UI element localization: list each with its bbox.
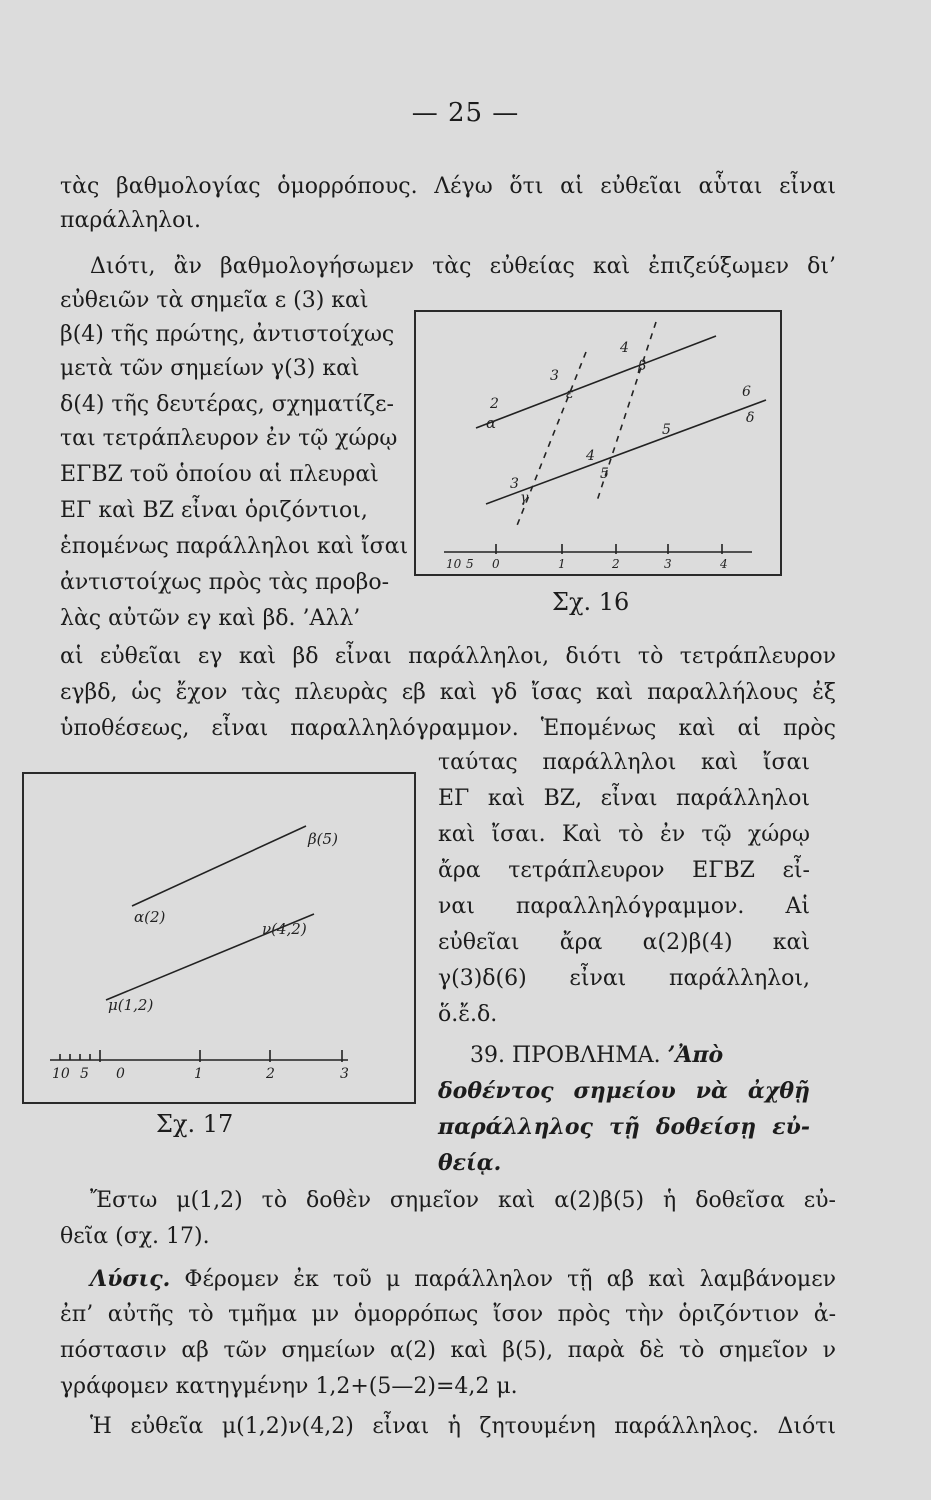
text-line: ὑποθέσεως, εἶναι παραλληλόγραμμον. Ἑπομένως καὶ αἱ πρὸς	[60, 716, 836, 741]
fig16-scale-label: 2	[612, 557, 620, 571]
problem-title: παράλληλος τῇ δοθείσῃ εὐ-	[438, 1114, 810, 1140]
fig16-label: ε	[566, 386, 574, 402]
fig16-label: α	[486, 414, 497, 432]
fig17-scale-label: 3	[340, 1066, 349, 1082]
fig16-scale-label: 10	[446, 557, 462, 571]
fig16-label: 5	[600, 466, 609, 482]
fig16-scale-label: 3	[664, 557, 672, 571]
lower-line	[486, 400, 766, 504]
fig16-label: δ	[746, 410, 755, 426]
text-line: ἄρα τετράπλευρον ΕΓΒΖ εἶ-	[438, 858, 810, 883]
fig16-label: 2	[490, 396, 499, 412]
solution-text: Φέρομεν ἐκ τοῦ μ παράλληλον τῇ αβ καὶ λαμβάνομεν	[184, 1267, 837, 1292]
text-line: ται τετράπλευρον ἐν τῷ χώρῳ	[60, 426, 398, 451]
fig16-label: 4	[620, 340, 629, 356]
line-ab	[132, 826, 306, 906]
figure-16	[414, 310, 782, 576]
text-line: παράλληλοι.	[60, 208, 201, 233]
problem-title: δοθέντος σημείου νὰ ἀχθῇ	[438, 1078, 810, 1104]
fig16-label: 4	[586, 448, 595, 464]
text-line: μετὰ τῶν σημείων γ(3) καὶ	[60, 356, 360, 381]
text-line: λὰς αὐτῶν εγ καὶ βδ. ’Αλλ’	[60, 606, 361, 631]
text-line: ΕΓ καὶ ΒΖ εἶναι ὁριζόντιοι,	[60, 498, 368, 523]
fig16-label: 5	[662, 422, 671, 438]
fig16-scale-label: 0	[492, 557, 500, 571]
fig17-scale-label: 10	[52, 1066, 70, 1082]
page-number: — 25 —	[411, 98, 520, 128]
fig16-label: γ	[520, 490, 529, 506]
text-line: εγβδ, ὡς ἔχον τὰς πλευρὰς εβ καὶ γδ ἴσας καὶ παραλλήλους ἐξ	[60, 680, 836, 705]
figure-17	[22, 772, 416, 1104]
fig16-scale-label: 1	[558, 557, 566, 571]
fig17-label: β(5)	[308, 830, 338, 848]
text-line: Διότι, ἂν βαθμολογήσωμεν τὰς εὐθείας καὶ ἐπιζεύξωμεν δι’	[90, 254, 836, 279]
fig16-label: 3	[550, 368, 559, 384]
fig17-scale-label: 5	[80, 1066, 89, 1082]
figure-16-drawing	[416, 312, 780, 574]
fig16-scale-label: 4	[720, 557, 728, 571]
text-line: ἑπομένως παράλληλοι καὶ ἴσαι	[60, 534, 409, 559]
problem-title: θείᾳ.	[438, 1150, 502, 1176]
text-line: Ἔστω μ(1,2) τὸ δοθὲν σημεῖον καὶ α(2)β(5) ἡ δοθεῖσα εὐ-	[90, 1188, 836, 1213]
text-line: εὐθειῶν τὰ σημεῖα ε (3) καὶ	[60, 288, 369, 313]
fig16-label: β	[638, 358, 647, 374]
fig17-label: ν(4,2)	[262, 920, 307, 938]
fig16-label: 3	[510, 476, 519, 492]
text-line: δ(4) τῆς δευτέρας, σχηματίζε-	[60, 392, 394, 417]
text-line: αἱ εὐθεῖαι εγ καὶ βδ εἶναι παράλληλοι, διότι τὸ τετράπλευρον	[60, 644, 836, 669]
fig17-scale-label: 2	[266, 1066, 275, 1082]
text-line: ΕΓΒΖ τοῦ ὁποίου αἱ πλευραὶ	[60, 462, 379, 487]
fig16-label: 6	[742, 384, 751, 400]
text-line: θεῖα (σχ. 17).	[60, 1224, 210, 1249]
text-line: εὐθεῖαι ἄρα α(2)β(4) καὶ	[438, 930, 810, 955]
solution-label: Λύσις.	[90, 1266, 171, 1292]
text-line: ταύτας παράλληλοι καὶ ἴσαι	[438, 750, 810, 775]
figure-17-caption: Σχ. 17	[156, 1110, 234, 1138]
text-line: ἀντιστοίχως πρὸς τὰς προβο-	[60, 570, 390, 595]
text-line: καὶ ἴσαι. Καὶ τὸ ἐν τῷ χώρῳ	[438, 822, 810, 847]
upper-line	[476, 336, 716, 428]
text-line: ἐπ’ αὐτῆς τὸ τμῆμα μν ὁμορρόπως ἴσον πρὸς τὴν ὁριζόντιον ἀ-	[60, 1302, 836, 1327]
text-line: πόστασιν αβ τῶν σημείων α(2) καὶ β(5), παρὰ δὲ τὸ σημεῖον ν	[60, 1338, 836, 1363]
figure-16-caption: Σχ. 16	[552, 588, 630, 616]
text-line: γράφομεν κατηγμένην 1,2+(5—2)=4,2 μ.	[60, 1374, 518, 1399]
solution-line	[90, 1264, 836, 1295]
fig16-scale-label: 5	[466, 557, 474, 571]
text-line: γ(3)δ(6) εἶναι παράλληλοι,	[438, 966, 810, 991]
text-line: ΕΓ καὶ ΒΖ, εἶναι παράλληλοι	[438, 786, 810, 811]
text-line: β(4) τῆς πρώτης, ἀντιστοίχως	[60, 322, 395, 347]
text-line: ὅ.ἔ.δ.	[438, 1002, 498, 1027]
problem-title-start: ’Ἀπὸ	[667, 1042, 724, 1068]
problem-heading	[470, 1040, 723, 1071]
text-line: ναι παραλληλόγραμμον. Αἱ	[438, 894, 810, 919]
problem-number: 39. ΠΡΟΒΛΗΜΑ.	[470, 1043, 661, 1068]
text-line: Ἡ εὐθεῖα μ(1,2)ν(4,2) εἶναι ἡ ζητουμένη παράλληλος. Διότι	[90, 1414, 836, 1439]
fig17-scale-label: 1	[194, 1066, 203, 1082]
fig17-label: α(2)	[134, 908, 166, 926]
text-line: τὰς βαθμολογίας ὁμορρόπους. Λέγω ὅτι αἱ εὐθεῖαι αὗται εἶναι	[60, 174, 836, 199]
fig17-label: μ(1,2)	[108, 996, 154, 1014]
fig17-scale-label: 0	[116, 1066, 125, 1082]
figure-17-drawing	[24, 774, 414, 1102]
